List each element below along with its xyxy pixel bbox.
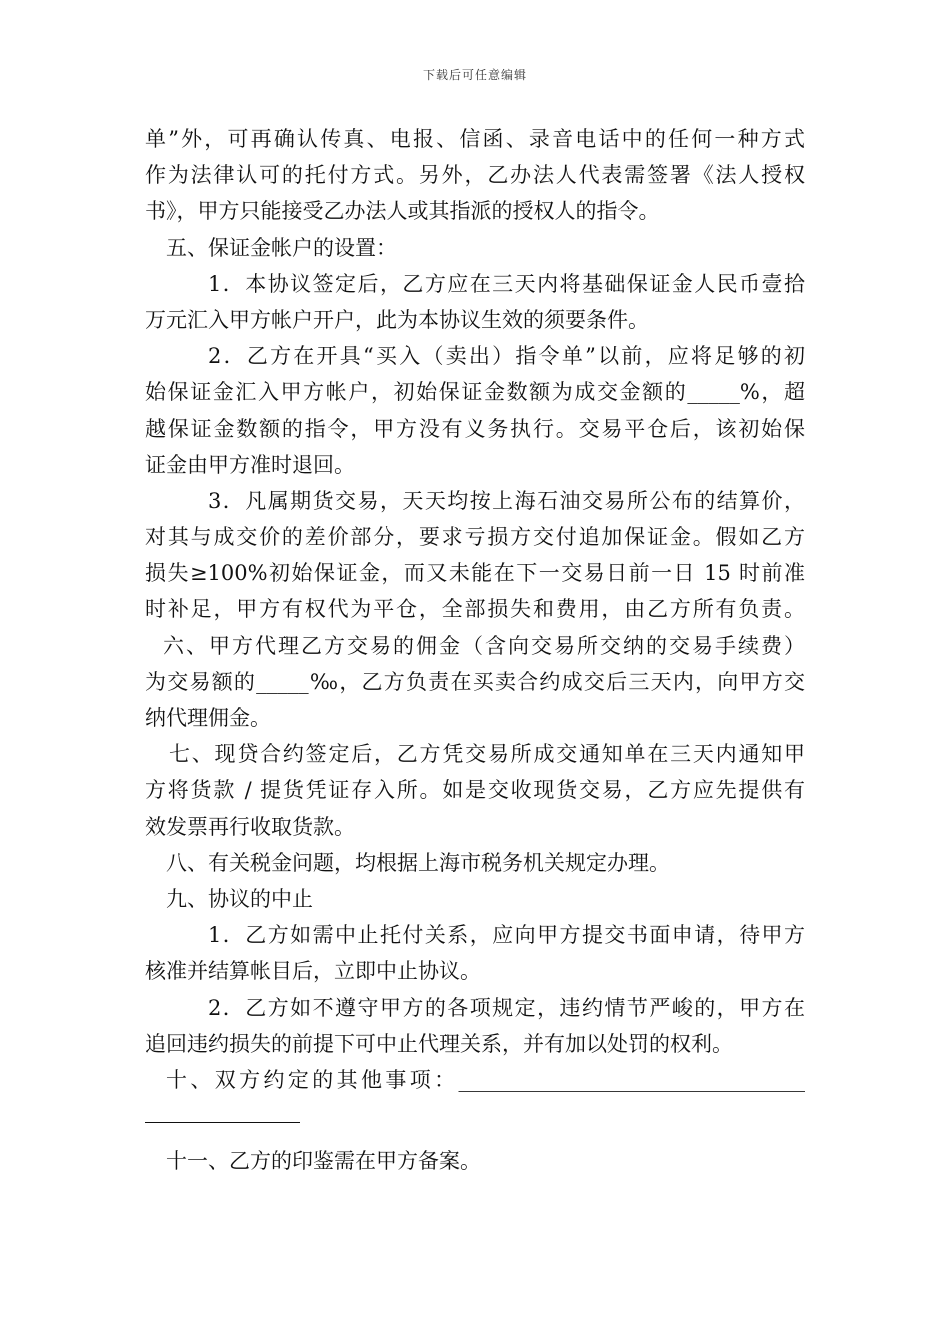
clause-line: 1．乙方如需中止托付关系，应向甲方提交书面申请，待甲方 — [208, 923, 805, 948]
section-heading-7: 七、现贷合约签定后，乙方凭交易所成交通知单在三天内通知甲 — [169, 742, 805, 767]
section-heading-9: 九、协议的中止 — [166, 886, 313, 911]
section-heading-6: 六、甲方代理乙方交易的佣金（含向交易所交纳的交易手续费） — [163, 633, 805, 658]
clause-line: 2．乙方如不遵守甲方的各项规定，违约情节严峻的，甲方在 — [208, 995, 805, 1020]
section-heading-8: 八、有关税金问题，均根据上海市税务机关规定办理。 — [166, 850, 670, 875]
page-header: 下载后可任意编辑 — [422, 68, 527, 82]
paragraph-line: 书》，甲方只能接受乙办法人或其指派的授权人的指令。 — [145, 199, 660, 224]
clause-line: 越保证金数额的指令，甲方没有义务执行。交易平仓后，该初始保 — [145, 416, 805, 441]
spacer — [145, 1123, 805, 1143]
clause-line: 对其与成交价的差价部分，要求亏损方交付追加保证金。假如乙方 — [145, 525, 805, 550]
paragraph-line: 作为法律认可的托付方式。另外，乙办法人代表需签署《法人授权 — [145, 163, 805, 188]
clause-line: 2．乙方在开具“买入（卖出）指令单”以前，应将足够的初 — [208, 344, 805, 369]
clause-line: 核准并结算帐目后，立即中止协议。 — [145, 959, 481, 984]
paragraph-line: 单”外，可再确认传真、电报、信函、录音电话中的任何一种方式 — [145, 127, 805, 151]
clause-line: 1．本协议签定后，乙方应在三天内将基础保证金人民币壹拾 — [208, 271, 805, 296]
section-heading-5: 五、保证金帐户的设置： — [166, 235, 397, 260]
clause-line: 万元汇入甲方帐户开户，此为本协议生效的须要条件。 — [145, 307, 649, 332]
clause-line: 追回违约损失的前提下可中止代理关系，并有加以处罚的权利。 — [145, 1031, 733, 1056]
paragraph-line: 方将货款 / 提货凭证存入所。如是交收现货交易，乙方应先提供有 — [145, 778, 805, 803]
paragraph-line: 效发票再行收取货款。 — [145, 814, 355, 839]
paragraph-line: 纳代理佣金。 — [145, 706, 271, 730]
clause-line: 损失≥100%初始保证金，而又未能在下一交易日前一日 15 时前准 — [145, 561, 805, 586]
clause-line: 时补足，甲方有权代为平仓，全部损失和费用，由乙方所有负责。 — [145, 597, 805, 622]
section-heading-10: 十、双方约定的其他事项：_________________________________ — [166, 1067, 805, 1092]
clause-line: 证金由甲方准时退回。 — [145, 452, 355, 477]
clause-line: 始保证金汇入甲方帐户，初始保证金数额为成交金额的_____%，超 — [145, 380, 805, 405]
section-heading-11: 十一、乙方的印鉴需在甲方备案。 — [166, 1149, 481, 1174]
clause-line: 3．凡属期货交易，天天均按上海石油交易所公布的结算价， — [208, 488, 805, 513]
document-body — [145, 121, 805, 1179]
blank-underline — [145, 1098, 300, 1123]
paragraph-line: 为交易额的_____‰，乙方负责在买卖合约成交后三天内，向甲方交 — [145, 669, 805, 694]
